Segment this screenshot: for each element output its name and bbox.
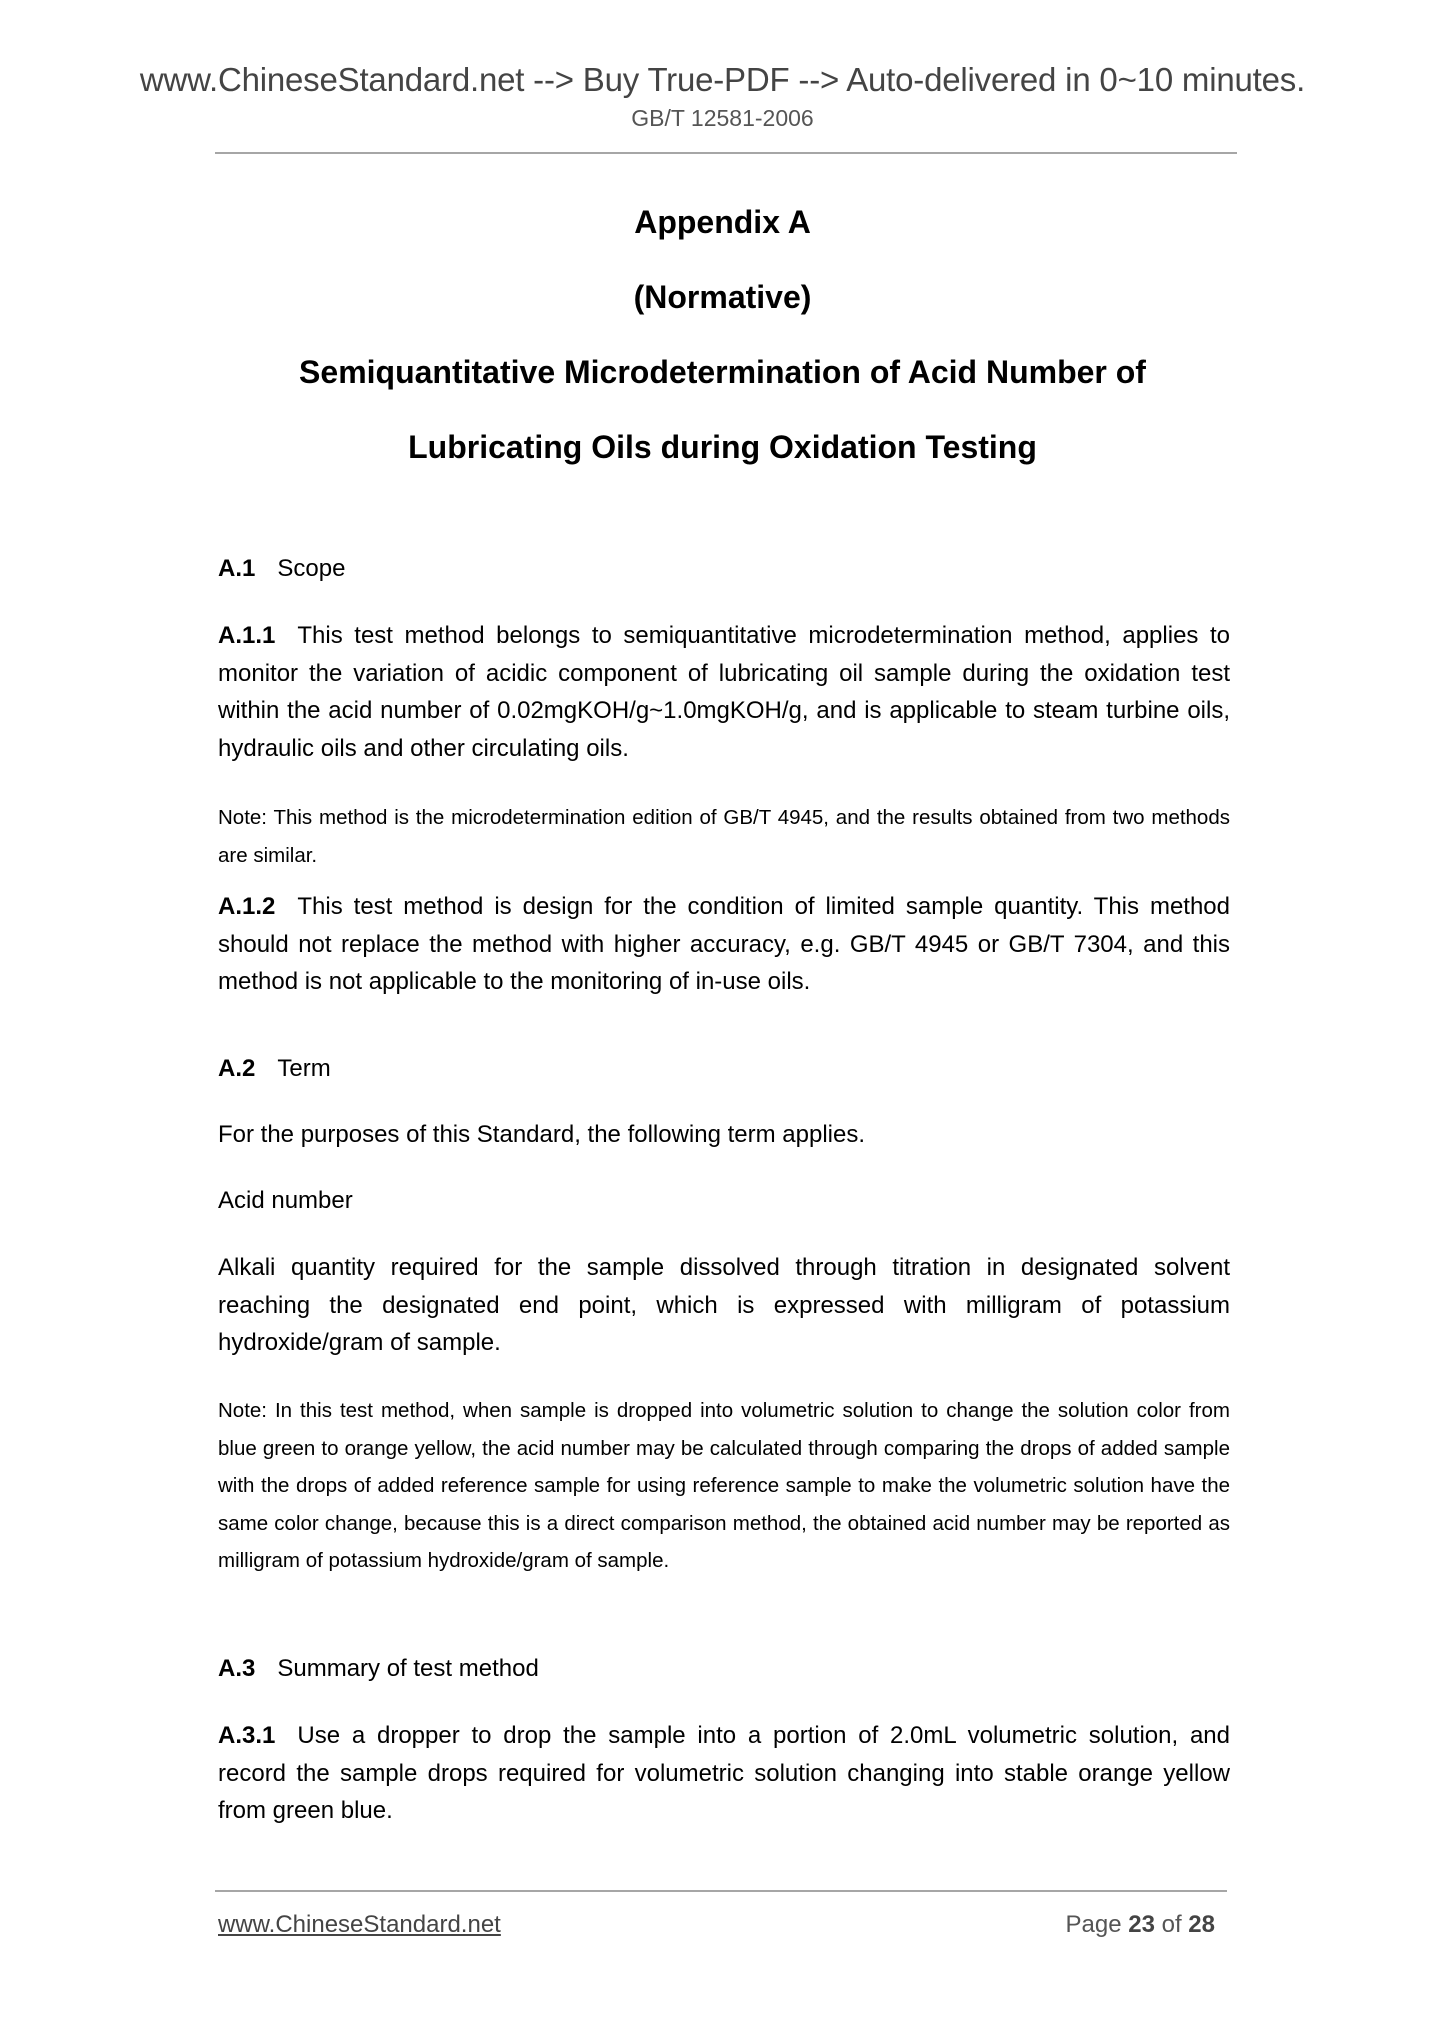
section-title: Summary of test method [277, 1655, 539, 1682]
note-1: Note: This method is the microdetermination edition of GB/T 4945, and the results obtained from two methods are similar. [218, 806, 1230, 867]
section-heading-a3 [218, 1650, 1230, 1688]
clause-a3-1 [218, 1717, 1230, 1830]
page-of: of [1161, 1911, 1182, 1938]
clause-text: Use a dropper to drop the sample into a portion of 2.0mL volumetric solution, and record the sample drops required for volumetric solution changing into stable orange yellow from green blue. [218, 1722, 1230, 1825]
section-number: A.1 [218, 555, 256, 582]
section-heading-a2 [218, 1050, 1230, 1088]
title-line-2: Lubricating Oils during Oxidation Testing [408, 429, 1037, 465]
clause-a1-1 [218, 617, 1230, 767]
appendix-type: (Normative) [633, 279, 812, 315]
section-heading-a1 [218, 550, 1230, 588]
clause-number: A.3.1 [218, 1722, 276, 1749]
appendix-label: Appendix A [634, 204, 811, 240]
clause-number: A.1.2 [218, 893, 276, 920]
section-title: Term [277, 1055, 331, 1082]
current-page: 23 [1128, 1911, 1155, 1938]
title-line-1: Semiquantitative Microdetermination of Acid Number of [299, 354, 1146, 390]
standard-code: GB/T 12581-2006 [631, 105, 814, 131]
section-title: Scope [277, 555, 346, 582]
clause-number: A.1.1 [218, 622, 276, 649]
clause-text: This test method belongs to semiquantitative microdetermination method, applies to monitor the variation of acidic component of lubricating oil sample during the oxidation test within the acid number of 0.02mgKOH/g~1.0mgKOH/g, and is applicable to steam turbine oils, hydraulic oils and other circulating oils. [218, 622, 1230, 762]
section-number: A.3 [218, 1655, 256, 1682]
page-indicator [1066, 1910, 1216, 1940]
header-banner: www.ChineseStandard.net --> Buy True-PDF --> Auto-delivered in 0~10 minutes. [139, 61, 1306, 98]
total-pages: 28 [1188, 1911, 1215, 1938]
clause-a1-2 [218, 888, 1230, 1001]
term-intro: For the purposes of this Standard, the following term applies. [218, 1121, 866, 1148]
note-2: Note: In this test method, when sample is dropped into volumetric solution to change the solution color from blue green to orange yellow, the acid number may be calculated through comparing the drops of added sample with the drops of added reference sample for using reference sample to make the volumetric solution have the same color change, because this is a direct comparison method, the obtained acid number may be reported as milligram of potassium hydroxide/gram of sample. [218, 1399, 1230, 1573]
term-definition: Alkali quantity required for the sample dissolved through titration in designated solvent reaching the designated end point, which is expressed with milligram of potassium hydroxide/gram of sample. [218, 1254, 1230, 1357]
term-name: Acid number [218, 1187, 353, 1214]
section-number: A.2 [218, 1055, 256, 1082]
header-divider [215, 152, 1237, 154]
footer-website-link[interactable]: www.ChineseStandard.net [218, 1911, 501, 1938]
page-prefix: Page [1065, 1911, 1122, 1938]
clause-text: This test method is design for the condition of limited sample quantity. This method should not replace the method with higher accuracy, e.g. GB/T 4945 or GB/T 7304, and this method is not applicable to the monitoring of in-use oils. [218, 893, 1230, 996]
footer-divider [215, 1890, 1227, 1892]
